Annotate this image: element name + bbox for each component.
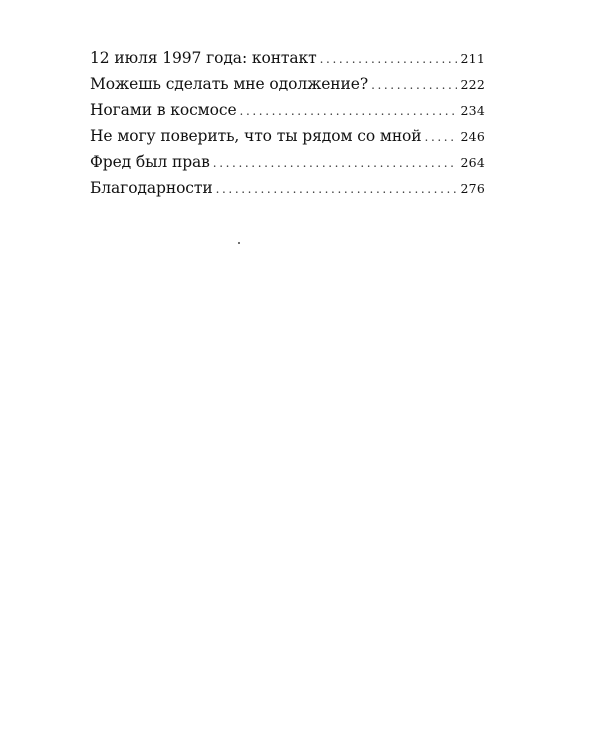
toc-dot-leader bbox=[425, 124, 457, 150]
toc-entry bbox=[90, 71, 485, 97]
toc-entry bbox=[90, 123, 485, 149]
toc-entry-page-number: 234 bbox=[460, 103, 485, 118]
toc-entry-title: Можешь сделать мне одолжение? bbox=[90, 75, 369, 93]
table-of-contents bbox=[90, 45, 485, 201]
toc-entry-page-number: 246 bbox=[460, 129, 485, 144]
stray-ink-speck bbox=[238, 242, 240, 244]
toc-entry bbox=[90, 175, 485, 201]
toc-dot-leader bbox=[213, 150, 457, 176]
toc-entry-title: Не могу поверить, что ты рядом со мной bbox=[90, 127, 422, 145]
toc-entry bbox=[90, 149, 485, 175]
toc-entry-title: Благодарности bbox=[90, 179, 213, 197]
toc-entry-page-number: 211 bbox=[460, 51, 485, 66]
toc-entry-title: Фред был прав bbox=[90, 153, 210, 171]
toc-entry-page-number: 222 bbox=[460, 77, 485, 92]
toc-dot-leader bbox=[216, 176, 457, 202]
toc-dot-leader bbox=[240, 98, 457, 124]
toc-entry bbox=[90, 97, 485, 123]
toc-entry-page-number: 276 bbox=[460, 181, 485, 196]
toc-dot-leader bbox=[371, 72, 456, 98]
toc-entry-title: 12 июля 1997 года: контакт bbox=[90, 49, 317, 67]
toc-entry-title: Ногами в космосе bbox=[90, 101, 237, 119]
toc-entry-page-number: 264 bbox=[460, 155, 485, 170]
toc-dot-leader bbox=[320, 46, 457, 72]
toc-entry bbox=[90, 45, 485, 71]
